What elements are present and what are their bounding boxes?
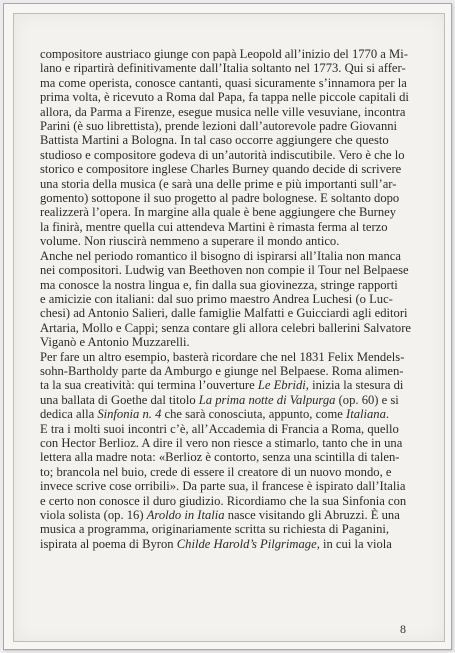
text-run: nei compositori. Ludwig van Beethoven non compie il Tour nel Belpaese bbox=[40, 263, 409, 278]
text-line bbox=[40, 479, 420, 493]
text-run: Anche nel periodo romantico il bisogno di ispirarsi all’Italia non manca bbox=[40, 248, 401, 263]
photo-frame bbox=[3, 3, 452, 650]
text-line bbox=[40, 364, 420, 378]
text-run: storico e compositore inglese Charles Burney quando decide di scrivere bbox=[40, 162, 402, 177]
text-run: gomento) sottopone il suo progetto al padre bolognese. E soltanto dopo bbox=[40, 191, 400, 206]
text-run: Viganò e Antonio Muzzarelli. bbox=[40, 335, 190, 350]
text-run: e certo non conosce il duro giudizio. Ricordiamo che la sua Sinfonia con bbox=[40, 493, 407, 508]
text-line bbox=[40, 292, 420, 306]
text-line bbox=[40, 508, 420, 522]
text-run: , in cui la viola bbox=[316, 536, 392, 551]
text-line bbox=[40, 61, 420, 75]
italic-title: La prima notte di Valpurga bbox=[198, 392, 336, 407]
text-line bbox=[40, 407, 420, 421]
text-run: Per fare un altro esempio, basterà ricordare che nel 1831 Felix Mendels- bbox=[40, 349, 405, 364]
text-run: compositore austriaco giunge con papà Leopold all’inizio del 1770 a Mi- bbox=[40, 47, 408, 61]
text-line bbox=[40, 47, 420, 61]
text-run: dedica alla bbox=[40, 407, 98, 422]
text-run: nasce visitando gli Abruzzi. È una bbox=[224, 508, 400, 522]
text-line bbox=[40, 393, 420, 407]
text-line bbox=[40, 465, 420, 479]
text-line bbox=[40, 177, 420, 191]
text-run: E tra i molti suoi incontri c’è, all’Accademia di Francia a Roma, quello bbox=[40, 421, 399, 436]
text-line bbox=[40, 378, 420, 392]
text-run: lano e ripartirà definitivamente dall’Italia soltanto nel 1773. Qui si affer- bbox=[40, 61, 406, 76]
text-run: sohn-Bartholdy parte da Amburgo e giunge nel Belpaese. Roma alimen- bbox=[40, 363, 404, 378]
text-line bbox=[40, 494, 420, 508]
text-line bbox=[40, 537, 420, 551]
text-run: ma conosce la nostra lingua e, fin dalla sua giovinezza, stringe rapporti bbox=[40, 277, 398, 292]
paragraph bbox=[40, 350, 420, 552]
text-run: musica a programma, originariamente scritta su richiesta di Paganini, bbox=[40, 522, 390, 537]
book-page bbox=[13, 13, 445, 642]
text-run: Artaria, Mollo e Cappi; senza contare gli allora celebri ballerini Salvatore bbox=[40, 320, 412, 335]
text-run: , inizia la stesura di bbox=[305, 378, 404, 393]
italic-title: Sinfonia n. 4 bbox=[97, 407, 162, 422]
text-run: studioso e compositore godeva di un’autorità indiscutibile. Vero è che lo bbox=[40, 147, 405, 162]
italic-title: Le Ebridi bbox=[257, 378, 306, 393]
text-line bbox=[40, 76, 420, 90]
text-line bbox=[40, 450, 420, 464]
text-run: una storia della musica (e sarà una delle prime e più importanti sull’ar- bbox=[40, 176, 397, 191]
text-line bbox=[40, 436, 420, 450]
text-run: . bbox=[385, 407, 390, 422]
text-line bbox=[40, 205, 420, 219]
text-line bbox=[40, 220, 420, 234]
text-run: to; brancola nel buio, crede di essere il creatore di un nuovo mondo, e bbox=[40, 464, 392, 479]
text-run: realizzerà l’opera. In margine alla quale è bene aggiungere che Burney bbox=[40, 205, 397, 220]
text-run: che sarà conosciuta, appunto, come bbox=[161, 407, 347, 422]
text-line bbox=[40, 306, 420, 320]
text-run: ispirata al poema di Byron bbox=[40, 536, 177, 551]
text-run: Parini (è suo librettista), prende lezioni dall’autorevole padre Giovanni bbox=[40, 119, 398, 134]
text-line bbox=[40, 249, 420, 263]
text-run: una ballata di Goethe dal titolo bbox=[40, 392, 199, 407]
text-line bbox=[40, 119, 420, 133]
text-run: viola solista (op. 16) bbox=[40, 508, 147, 522]
paragraph bbox=[40, 47, 420, 249]
body-text bbox=[40, 47, 420, 551]
text-run: (op. 60) e si bbox=[335, 392, 399, 407]
italic-title: Italiana bbox=[346, 407, 386, 422]
text-run: lettera alla madre nota: «Berlioz è contorto, senza una scintilla di talen- bbox=[40, 450, 400, 465]
text-line bbox=[40, 522, 420, 536]
text-line bbox=[40, 105, 420, 119]
text-run: ta la sua creatività: qui termina l’ouverture bbox=[40, 378, 258, 393]
text-run: ma come operista, conosce cantanti, quasi sicuramente s’innamora per la bbox=[40, 75, 407, 90]
text-line bbox=[40, 321, 420, 335]
text-run: chesi) ad Antonio Salieri, dalle famiglie Malfatti e Guicciardi agli editori bbox=[40, 306, 408, 321]
text-line bbox=[40, 422, 420, 436]
text-run: invece scrive cose orribili». Da parte sua, il francese è ispirato dall’Italia bbox=[40, 479, 406, 494]
page-number: 8 bbox=[400, 622, 406, 636]
text-run: la finirà, mentre quella cui attendeva Martini è rimasta ferma al terzo bbox=[40, 219, 388, 234]
text-line bbox=[40, 191, 420, 205]
text-line bbox=[40, 133, 420, 147]
text-line bbox=[40, 335, 420, 349]
text-run: allora, da Parma a Firenze, esegue musica nelle ville vesuviane, incontra bbox=[40, 104, 406, 119]
text-run: Battista Martini a Bologna. In tal caso occorre aggiungere che questo bbox=[40, 133, 389, 148]
text-run: e amicizie con italiani: dal suo primo maestro Andrea Luchesi (o Luc- bbox=[40, 291, 393, 306]
text-run: prima volta, è ricevuto a Roma dal Papa, fa tappa nelle piccole capitali di bbox=[40, 90, 409, 105]
text-line bbox=[40, 148, 420, 162]
text-run: volume. Non riuscirà nemmeno a superare il mondo antico. bbox=[40, 234, 340, 249]
italic-title: Aroldo in Italia bbox=[146, 508, 225, 522]
text-line bbox=[40, 350, 420, 364]
text-line bbox=[40, 162, 420, 176]
text-run: con Hector Berlioz. A dire il vero non riesce a stimarlo, tanto che in una bbox=[40, 435, 403, 450]
italic-title: Childe Harold’s Pilgrimage bbox=[176, 536, 317, 551]
text-line bbox=[40, 234, 420, 248]
paragraph bbox=[40, 249, 420, 350]
text-line bbox=[40, 263, 420, 277]
text-line bbox=[40, 90, 420, 104]
text-line bbox=[40, 278, 420, 292]
